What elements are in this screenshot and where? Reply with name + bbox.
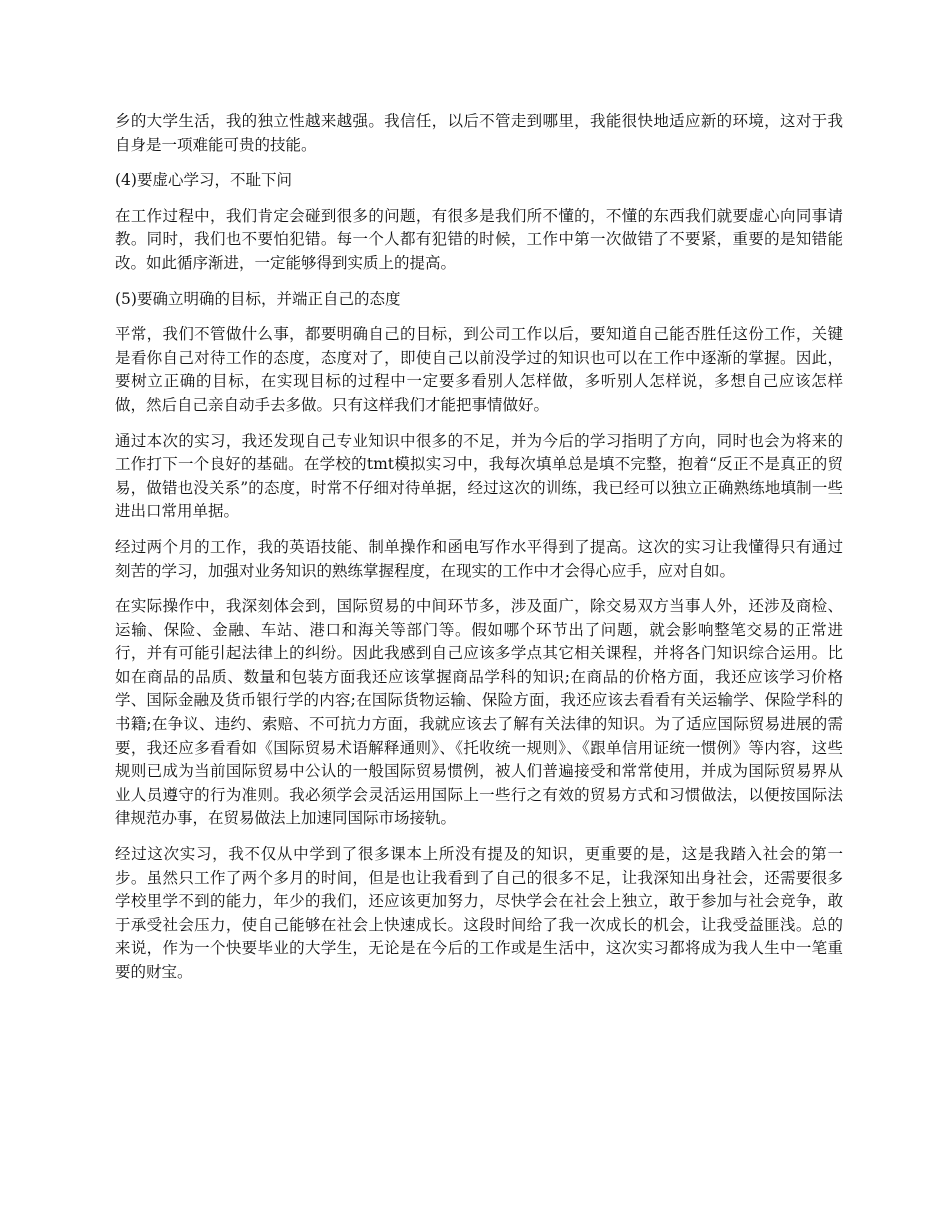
paragraph-set-goals: 平常，我们不管做什么事，都要明确自己的目标，到公司工作以后，要知道自己能否胜任这份工作，关键是看你自己对待工作的态度，态度对了，即使自己以前没学过的知识也可以在工作中逐渐的掌握。因此，要树立正确的目标，在实现目标的过程中一定要多看别人怎样做，多听别人怎样说，多想自己应该怎样做，然后自己亲自动手去多做。只有这样我们才能把事情做好。 bbox=[115, 325, 843, 414]
paragraph-skills-improved: 经过两个月的工作，我的英语技能、制单操作和函电写作水平得到了提高。这次的实习让我懂得只有通过刻苦的学习，加强对业务知识的熟练掌握程度，在现实的工作中才会得心应手，应对自如。 bbox=[115, 537, 843, 580]
paragraph-independence: 乡的大学生活，我的独立性越来越强。我信任，以后不管走到哪里，我能很快地适应新的环境，这对于我自身是一项难能可贵的技能。 bbox=[115, 112, 843, 154]
section-heading-4: (4)要虚心学习，不耻下问 bbox=[115, 171, 292, 190]
paragraph-knowledge-gaps: 通过本次的实习，我还发现自己专业知识中很多的不足，并为今后的学习指明了方向，同时也会为将来的工作打下一个良好的基础。在学校的tmt模拟实习中，我每次填单总是填不完整，抱着“反正不是真正的贸易，做错也没关系”的态度，时常不仔细对待单据，经过这次的训练，我已经可以独立正确熟练地填制一些进出口常用单据。 bbox=[115, 431, 843, 521]
paragraph-learn-humbly: 在工作过程中，我们肯定会碰到很多的问题，有很多是我们所不懂的，不懂的东西我们就要虚心向同事请教。同时，我们也不要怕犯错。每一个人都有犯错的时候，工作中第一次做错了不要紧，重要的是知错能改。如此循序渐进，一定能够得到实质上的提高。 bbox=[115, 206, 843, 272]
paragraph-conclusion: 经过这次实习，我不仅从中学到了很多课本上所没有提及的知识，更重要的是，这是我踏入社会的第一步。虽然只工作了两个多月的时间，但是也让我看到了自己的很多不足，让我深知出身社会，还需要很多学校里学不到的能力，年少的我们，还应该更加努力，尽快学会在社会上独立，敢于参加与社会竞争，敢于承受社会压力，使自己能够在社会上快速成长。这段时间给了我一次成长的机会，让我受益匪浅。总的来说，作为一个快要毕业的大学生，无论是在今后的工作或是生活中，这次实习都将成为我人生中一笔重要的财宝。 bbox=[115, 845, 843, 981]
paragraph-international-trade: 在实际操作中，我深刻体会到，国际贸易的中间环节多，涉及面广，除交易双方当事人外，还涉及商检、运输、保险、金融、车站、港口和海关等部门等。假如哪个环节出了问题，就会影响整笔交易的正常进行，并有可能引起法律上的纠纷。因此我感到自己应该多学点其它相关课程，并将各门知识综合运用。比如在商品的品质、数量和包装方面我还应该掌握商品学科的知识;在商品的价格方面，我还应该学习价格学、国际金融及货币银行学的内容;在国际货物运输、保险方面，我还应该去看看有关运输学、保险学科的书籍;在争议、违约、索赔、不可抗力方面，我就应该去了解有关法律的知识。为了适应国际贸易进展的需要，我还应多看看如《国际贸易术语解释通则》、《托收统一规则》、《跟单信用证统一惯例》等内容，这些规则已成为当前国际贸易中公认的一般国际贸易惯例，被人们普遍接受和常常使用，并成为国际贸易界从业人员遵守的行为准则。我必须学会灵活运用国际上一些行之有效的贸易方式和习惯做法，以便按国际法律规范办事，在贸易做法上加速同国际市场接轨。 bbox=[115, 597, 843, 828]
section-heading-5: (5)要确立明确的目标，并端正自己的态度 bbox=[115, 289, 401, 308]
document-page bbox=[115, 110, 843, 997]
